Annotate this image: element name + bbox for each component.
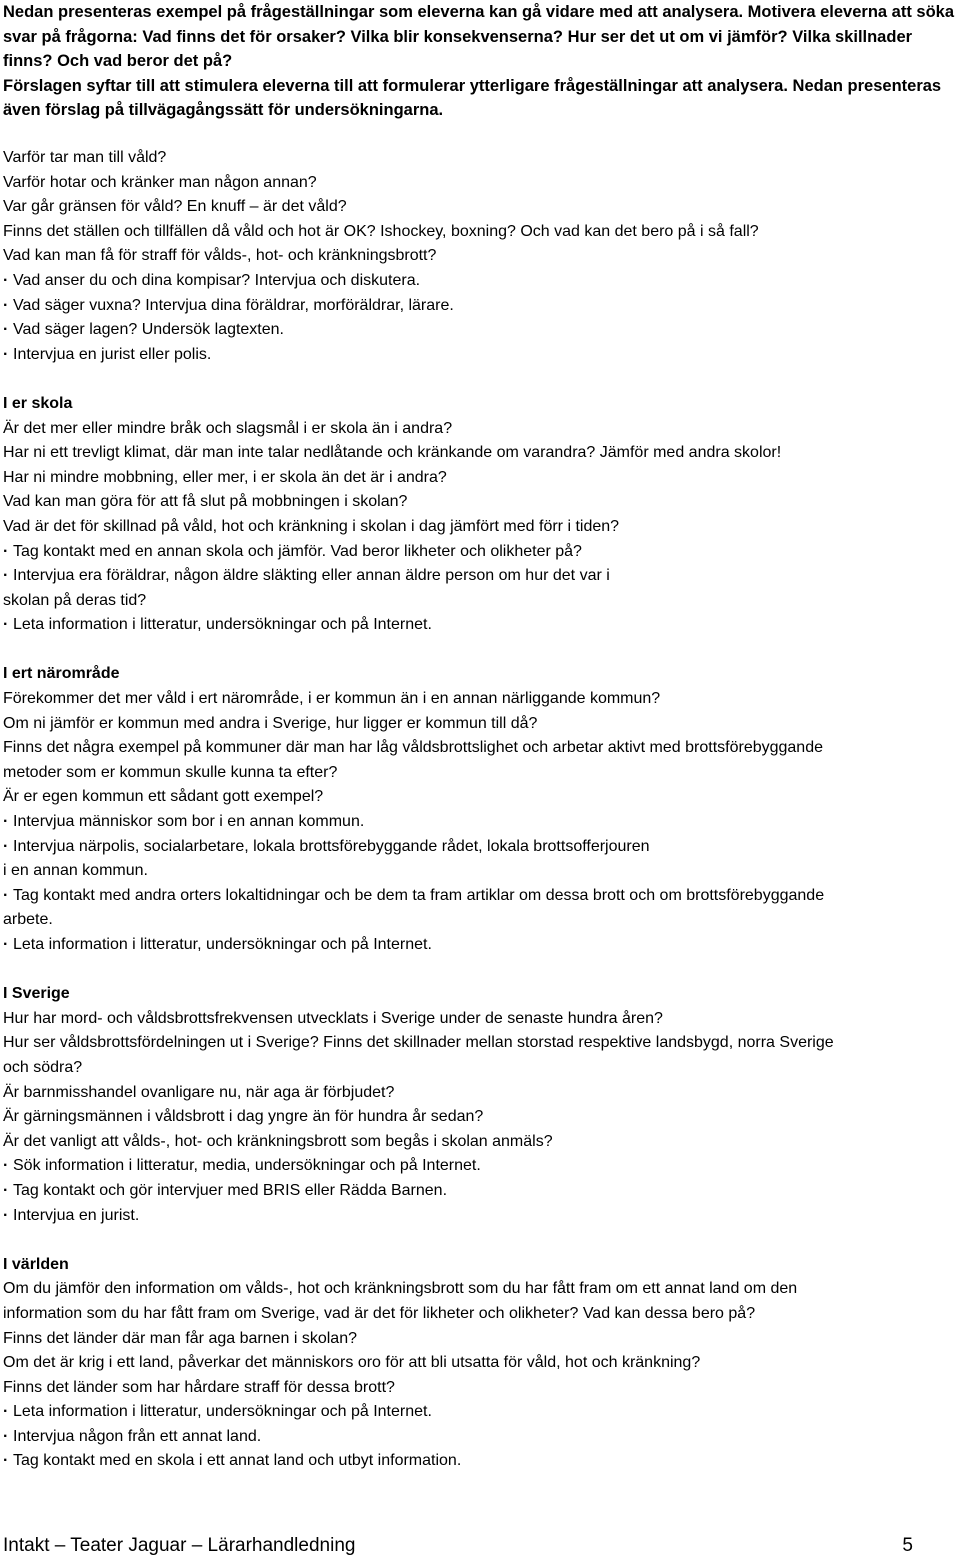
line-text: Vad kan man få för straff för vålds-, hot- och kränkningsbrott? [3,247,437,265]
line-text: Hur ser våldsbrottsfördelningen ut i Sverige? Finns det skillnader mellan storstad respektive landsbygd, norra Sverige [3,1034,834,1052]
text-line [3,171,958,196]
bullet-item [3,884,958,909]
text-line [3,466,958,491]
line-text: Hur har mord- och våldsbrottsfrekvensen utvecklats i Sverige under de senaste hundra åren? [3,1009,663,1027]
line-text: Förekommer det mer våld i ert närområde, i er kommun än i en annan närliggande kommun? [3,690,661,708]
line-text: Tag kontakt med andra orters lokaltidningar och be dem ta fram artiklar om dessa brott och om brottsförebyggande [13,886,825,904]
line-text: Intervjua en jurist. [13,1206,140,1224]
bullet-item [3,1154,958,1179]
bullet-icon: · [3,1403,9,1421]
text-line [3,761,958,786]
text-line [3,244,958,269]
bullet-item [3,933,958,958]
line-text: Har ni mindre mobbning, eller mer, i er skola än det är i andra? [3,468,447,486]
line-text: Intervjua närpolis, socialarbetare, lokala brottsförebyggande rådet, lokala brottsofferjouren [13,837,650,855]
line-text: Finns det länder där man får aga barnen i skolan? [3,1329,357,1347]
line-text: Intervjua någon från ett annat land. [13,1427,262,1445]
line-text: Leta information i litteratur, undersökningar och på Internet. [13,616,432,634]
bullet-item [3,835,958,860]
line-text: Varför tar man till våld? [3,149,167,166]
line-text: Finns det ställen och tillfällen då våld och hot är OK? Ishockey, boxning? Och vad kan det bero på i så fall? [3,222,759,240]
page-number: 5 [902,1535,913,1556]
line-text: Om det är krig i ett land, påverkar det människors oro för att bli utsatta för våld, hot och kränkning? [3,1354,701,1372]
bullet-item [3,1449,958,1474]
line-text: Om ni jämför er kommun med andra i Sverige, hur ligger er kommun till då? [3,714,538,732]
bullet-icon: · [3,296,9,314]
text-line [3,1327,958,1352]
bullet-icon: · [3,345,9,363]
bullet-icon: · [3,1181,9,1199]
intro-text [3,0,955,123]
bullet-item [3,1400,958,1425]
bullet-item [3,269,958,294]
section [3,982,958,1228]
text-line [3,220,958,245]
line-text: Vad kan man göra för att få slut på mobbningen i skolan? [3,493,408,511]
section [3,662,958,957]
line-text: Är gärningsmännen i våldsbrott i dag yngre än för hundra år sedan? [3,1108,484,1126]
bullet-icon: · [3,1452,9,1470]
bullet-item [3,1425,958,1450]
bullet-item [3,343,958,368]
text-line [3,1130,958,1155]
text-line [3,589,958,614]
text-line [3,908,958,933]
text-line [3,1007,958,1032]
text-line [3,859,958,884]
text-line [3,195,958,220]
bullet-item [3,613,958,638]
text-line [3,515,958,540]
text-line [3,1302,958,1327]
line-text: och södra? [3,1058,83,1076]
bullet-icon: · [3,542,9,560]
line-text: Tag kontakt med en annan skola och jämför. Vad beror likheter och olikheter på? [13,542,582,560]
text-line [3,1376,958,1401]
bullet-icon: · [3,813,9,831]
line-text: Vad anser du och dina kompisar? Intervjua och diskutera. [13,271,421,289]
text-line [3,1277,958,1302]
bullet-icon: · [3,567,9,585]
line-text: Leta information i litteratur, undersökningar och på Internet. [13,936,432,953]
text-line [3,1031,958,1056]
line-text: skolan på deras tid? [3,591,147,609]
page-footer [3,1533,913,1559]
line-text: Vad är det för skillnad på våld, hot och kränkning i skolan i dag jämfört med förr i tiden? [3,517,620,535]
text-line [3,146,958,171]
section-gap [3,638,958,663]
bullet-icon: · [3,321,9,339]
footer-title: Intakt – Teater Jaguar – Lärarhandledning [3,1535,356,1556]
line-text: information som du har fått fram om Sverige, vad är det för likheter och olikheter? Vad kan dessa bero på? [3,1304,756,1322]
bullet-item [3,564,958,589]
line-text: Tag kontakt med en skola i ett annat land och utbyt information. [13,1452,462,1470]
text-line [3,785,958,810]
section-heading: I Sverige [3,985,70,1003]
line-text: Var går gränsen för våld? En knuff – är det våld? [3,198,347,216]
section-gap [3,1228,958,1253]
section [3,1253,958,1474]
bullet-item [3,810,958,835]
bullet-icon: · [3,1206,9,1224]
text-line [3,441,958,466]
bullet-item [3,318,958,343]
line-text: Finns det länder som har hårdare straff för dessa brott? [3,1378,395,1396]
section [3,146,958,367]
bullet-icon: · [3,271,9,289]
intro-paragraph-2: Förslagen syftar till att stimulera eleverna till att formulerar ytterligare frågeställningar att analysera. Nedan presenteras även förslag på tillvägagångssätt för undersökningarna. [3,76,942,119]
line-text: Har ni ett trevligt klimat, där man inte talar nedlåtande och kränkande om varandra? Jämför med andra skolor! [3,444,782,462]
text-line [3,687,958,712]
line-text: Intervjua en jurist eller polis. [13,345,212,363]
section-heading: I världen [3,1255,69,1273]
bullet-item [3,1204,958,1229]
text-line [3,736,958,761]
text-line [3,1081,958,1106]
line-text: Är det mer eller mindre bråk och slagsmål i er skola än i andra? [3,419,453,437]
line-text: arbete. [3,911,53,929]
section-heading: I ert närområde [3,665,120,683]
line-text: Leta information i litteratur, undersökningar och på Internet. [13,1403,432,1421]
text-line [3,417,958,442]
line-text: Finns det några exempel på kommuner där man har låg våldsbrottslighet och arbetar aktivt med brottsförebyggande [3,739,823,757]
bullet-icon: · [3,837,9,855]
text-line [3,1056,958,1081]
line-text: Vad säger lagen? Undersök lagtexten. [13,321,284,339]
intro-paragraph-1: Nedan presenteras exempel på frågeställningar som eleverna kan gå vidare med att analysera. Motivera eleverna att söka svar på frågorna: Vad finns det för orsaker? Vilka blir konsekvenserna? Hur ser det ut om vi jämför? Vilka skillnader finns? Och vad beror det på? [3,3,955,70]
line-text: metoder som er kommun skulle kunna ta efter? [3,763,338,781]
text-line [3,712,958,737]
bullet-icon: · [3,886,9,904]
line-text: Sök information i litteratur, media, undersökningar och på Internet. [13,1157,481,1175]
document-body [3,146,958,1474]
line-text: Intervjua människor som bor i en annan kommun. [13,813,365,831]
line-text: i en annan kommun. [3,862,148,880]
line-text: Tag kontakt och gör intervjuer med BRIS eller Rädda Barnen. [13,1181,448,1199]
section-gap [3,958,958,983]
bullet-item [3,540,958,565]
bullet-item [3,1179,958,1204]
text-line [3,1105,958,1130]
line-text: Är barnmisshandel ovanligare nu, när aga är förbjudet? [3,1083,395,1101]
line-text: Är det vanligt att vålds-, hot- och kränkningsbrott som begås i skolan anmäls? [3,1132,553,1150]
section [3,392,958,638]
line-text: Om du jämför den information om vålds-, hot och kränkningsbrott som du har fått fram om ett annat land om den [3,1280,798,1298]
line-text: Vad säger vuxna? Intervjua dina föräldrar, morföräldrar, lärare. [13,296,454,314]
bullet-item [3,294,958,319]
bullet-icon: · [3,1427,9,1445]
text-line [3,490,958,515]
line-text: Varför hotar och kränker man någon annan? [3,173,317,191]
section-gap [3,367,958,392]
bullet-icon: · [3,936,9,953]
line-text: Är er egen kommun ett sådant gott exempel? [3,788,324,806]
section-heading: I er skola [3,394,73,412]
text-line [3,1351,958,1376]
bullet-icon: · [3,616,9,634]
line-text: Intervjua era föräldrar, någon äldre släkting eller annan äldre person om hur det var i [13,567,610,585]
bullet-icon: · [3,1157,9,1175]
